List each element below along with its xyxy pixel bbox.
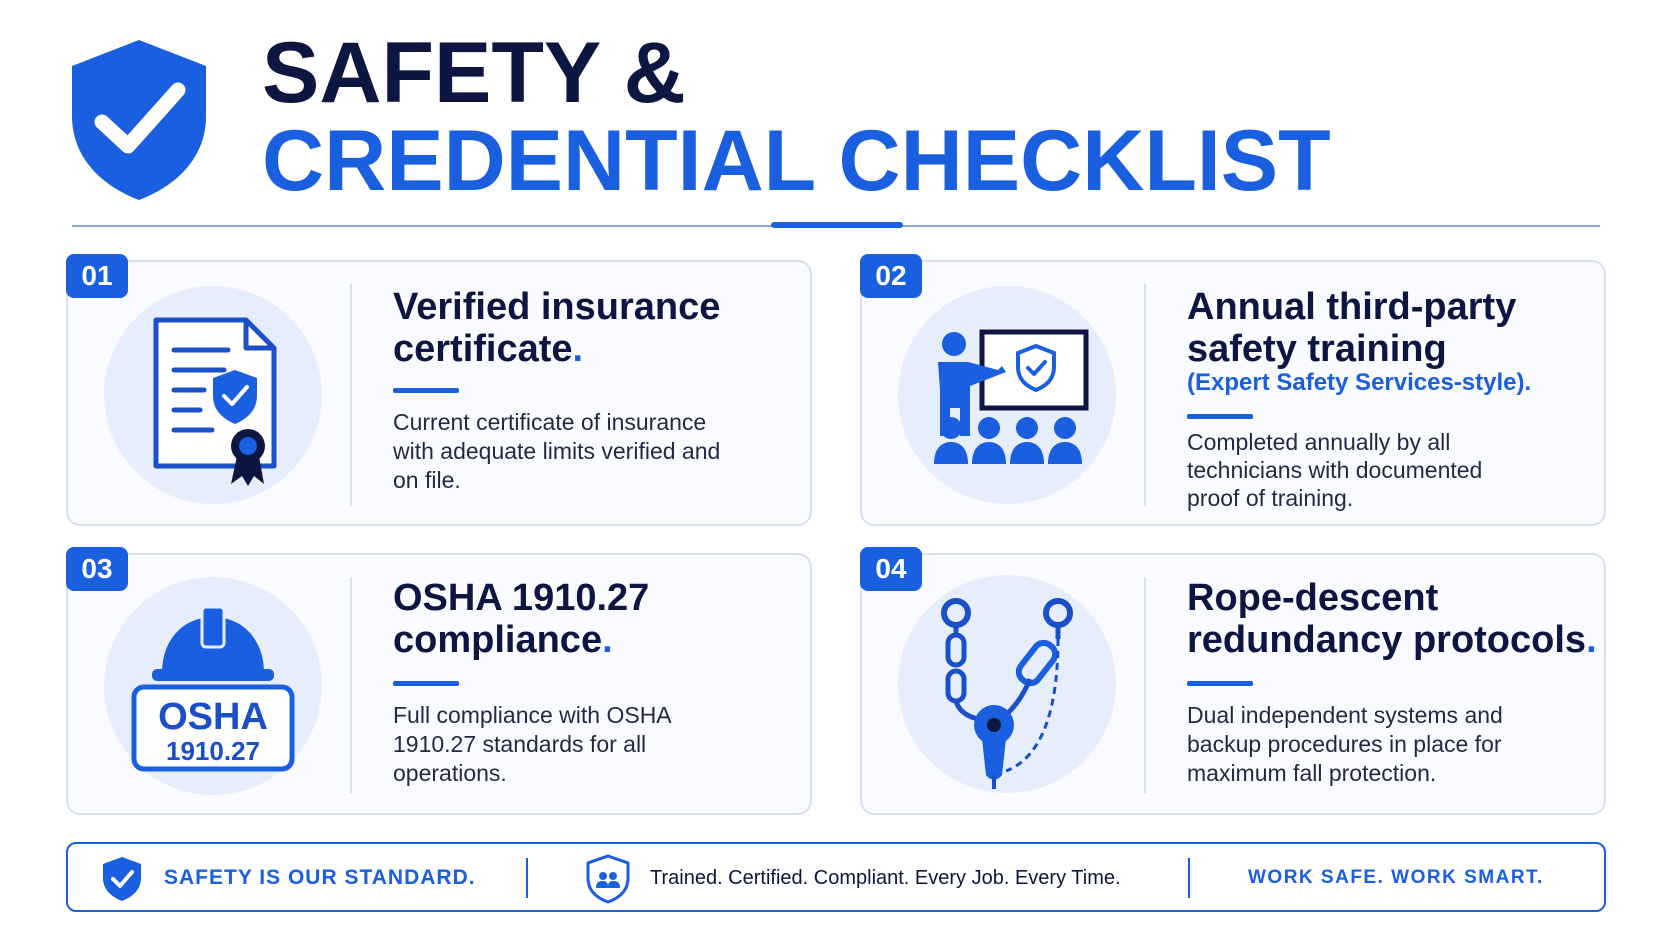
shield-check-icon xyxy=(68,38,210,202)
card-divider xyxy=(1144,577,1146,793)
card-title: OSHA 1910.27 compliance. xyxy=(393,577,650,661)
header xyxy=(0,0,1672,230)
page-title-line2: CREDENTIAL CHECKLIST xyxy=(262,113,1331,209)
title-accent xyxy=(1187,414,1253,419)
footer-tagline: Trained. Certified. Compliant. Every Job. Every Time. xyxy=(650,867,1121,889)
footer-banner xyxy=(66,842,1606,912)
team-shield-icon xyxy=(586,854,630,904)
card-description: Full compliance with OSHA 1910.27 standards for all operations. xyxy=(393,702,671,786)
title-accent xyxy=(393,681,459,686)
card-number-badge: 03 xyxy=(66,547,128,591)
footer-separator xyxy=(526,858,528,898)
card-divider xyxy=(1144,284,1146,506)
card-divider xyxy=(350,284,352,506)
checklist-card-3 xyxy=(66,553,812,815)
card-title: Verified insurance certificate. xyxy=(393,286,721,370)
icon-circle xyxy=(898,286,1116,504)
rope-descent-icon xyxy=(898,575,1116,793)
title-accent xyxy=(1187,681,1253,686)
icon-circle xyxy=(898,575,1116,793)
footer-slogan-left: SAFETY IS OUR STANDARD. xyxy=(164,866,476,889)
footer-separator xyxy=(1188,858,1190,898)
card-title: Rope-descent redundancy protocols. xyxy=(1187,577,1597,661)
footer-slogan-right: WORK SAFE. WORK SMART. xyxy=(1248,867,1544,888)
card-description: Completed annually by all technicians with documented proof of training. xyxy=(1187,429,1483,511)
page-title-line1: SAFETY & xyxy=(262,25,686,121)
card-number-badge: 04 xyxy=(860,547,922,591)
card-subtitle: (Expert Safety Services-style). xyxy=(1187,369,1532,396)
icon-circle xyxy=(104,286,322,504)
checklist-card-1 xyxy=(66,260,812,526)
insurance-certificate-icon xyxy=(104,286,322,504)
icon-circle xyxy=(104,577,322,795)
checklist-card-2 xyxy=(860,260,1606,526)
card-number-badge: 02 xyxy=(860,254,922,298)
shield-check-icon xyxy=(102,856,142,902)
osha-label-bottom: 1910.27 xyxy=(166,736,260,766)
card-description: Dual independent systems and backup procedures in place for maximum fall protection. xyxy=(1187,702,1503,786)
divider-accent xyxy=(771,222,903,228)
title-accent xyxy=(393,388,459,393)
safety-training-icon xyxy=(898,286,1116,504)
card-title: Annual third-party safety training xyxy=(1187,286,1517,370)
card-number-badge: 01 xyxy=(66,254,128,298)
checklist-card-4 xyxy=(860,553,1606,815)
card-divider xyxy=(350,577,352,793)
card-description: Current certificate of insurance with adequate limits verified and on file. xyxy=(393,409,721,493)
osha-label-top: OSHA xyxy=(158,696,268,738)
